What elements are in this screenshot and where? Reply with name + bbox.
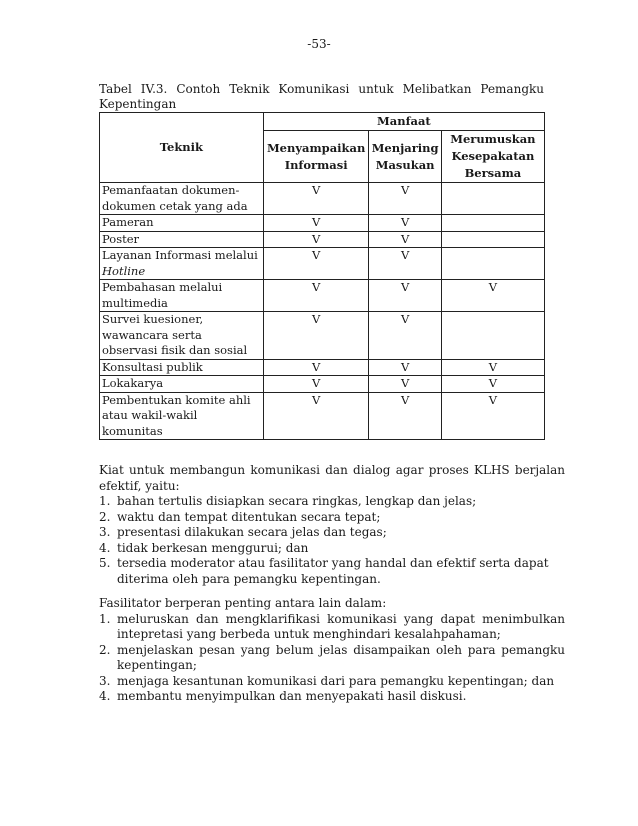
list-text: bahan tertulis disiapkan secara ringkas, lengkap dan jelas; — [117, 494, 477, 508]
communication-techniques-table — [99, 112, 545, 440]
check-mark: V — [441, 392, 544, 440]
table-caption-line2: Kepentingan — [99, 97, 177, 111]
list-number: 4. — [99, 689, 111, 703]
row-teknik-emphasis: Hotline — [102, 263, 146, 278]
row-teknik: Pameran — [100, 215, 264, 232]
check-mark: V — [263, 215, 369, 232]
table-row — [100, 280, 545, 312]
list-text: waktu dan tempat ditentukan secara tepat; — [117, 509, 381, 524]
list-item — [99, 525, 565, 541]
list-number: 3. — [99, 525, 111, 539]
check-mark — [441, 248, 544, 280]
list-number: 5. — [99, 556, 111, 570]
check-mark: V — [263, 312, 369, 360]
table-row — [100, 376, 545, 393]
header-manfaat: Manfaat — [263, 113, 544, 131]
table-row — [100, 359, 545, 376]
facilitator-section — [99, 596, 565, 705]
tips-intro: Kiat untuk membangun komunikasi dan dialog agar proses KLHS berjalan efektif, yaitu: — [99, 463, 565, 493]
list-item — [99, 643, 565, 674]
row-teknik — [100, 248, 264, 280]
subheader-menyampaikan-informasi: Menyampaikan Informasi — [263, 131, 369, 183]
check-mark: V — [369, 248, 441, 280]
check-mark: V — [369, 280, 441, 312]
row-teknik-text: Layanan Informasi melalui — [102, 248, 258, 262]
check-mark: V — [441, 359, 544, 376]
check-mark: V — [263, 183, 369, 215]
check-mark: V — [369, 392, 441, 440]
row-teknik: Pemanfaatan dokumen-dokumen cetak yang ada — [100, 183, 264, 215]
check-mark: V — [441, 376, 544, 393]
tips-list — [99, 494, 565, 587]
table-row — [100, 215, 545, 232]
list-item — [99, 556, 565, 587]
list-item — [99, 541, 565, 557]
list-text: menjaga kesantunan komunikasi dari para pemangku kepentingan; dan — [117, 673, 555, 688]
list-text: tidak berkesan menggurui; dan — [117, 540, 309, 555]
row-teknik: Konsultasi publik — [100, 359, 264, 376]
table-row — [100, 183, 545, 215]
check-mark: V — [369, 231, 441, 248]
facilitator-list — [99, 612, 565, 705]
row-teknik: Pembahasan melalui multimedia — [100, 280, 264, 312]
subheader-merumuskan-kesepakatan: Merumuskan Kesepakatan Bersama — [441, 131, 544, 183]
table-row — [100, 312, 545, 360]
list-item — [99, 612, 565, 643]
table-row — [100, 392, 545, 440]
facilitator-intro: Fasilitator berperan penting antara lain dalam: — [99, 596, 387, 610]
list-text: meluruskan dan mengklarifikasi komunikasi yang dapat menimbulkan intepretasi yang berbeda untuk menghindari kesalahpahaman; — [117, 611, 565, 641]
check-mark: V — [369, 376, 441, 393]
subheader-menjaring-masukan: Menjaring Masukan — [369, 131, 441, 183]
check-mark: V — [263, 248, 369, 280]
check-mark: V — [263, 280, 369, 312]
check-mark — [441, 312, 544, 360]
list-number: 4. — [99, 540, 111, 555]
check-mark: V — [369, 215, 441, 232]
list-number: 2. — [99, 509, 111, 524]
check-mark: V — [263, 392, 369, 440]
table-row — [100, 248, 545, 280]
list-item — [99, 494, 565, 510]
check-mark: V — [369, 183, 441, 215]
row-teknik: Lokakarya — [100, 376, 264, 393]
check-mark — [441, 215, 544, 232]
check-mark: V — [263, 359, 369, 376]
list-number: 2. — [99, 642, 111, 657]
check-mark: V — [369, 359, 441, 376]
list-number: 1. — [99, 494, 111, 508]
table-caption — [99, 82, 544, 112]
check-mark: V — [263, 231, 369, 248]
list-number: 1. — [99, 611, 111, 626]
list-text: menjelaskan pesan yang belum jelas disampaikan oleh para pemangku kepentingan; — [117, 642, 565, 672]
check-mark — [441, 231, 544, 248]
list-item — [99, 689, 565, 705]
check-mark — [441, 183, 544, 215]
list-item — [99, 510, 565, 526]
row-teknik: Poster — [100, 231, 264, 248]
check-mark: V — [263, 376, 369, 393]
check-mark: V — [441, 280, 544, 312]
row-teknik: Survei kuesioner, wawancara serta observasi fisik dan sosial — [100, 312, 264, 360]
list-text: membantu menyimpulkan dan menyepakati hasil diskusi. — [117, 689, 467, 703]
tips-section — [99, 463, 565, 587]
table-row — [100, 231, 545, 248]
page-number: -53- — [307, 37, 331, 51]
table-caption-line1: Tabel IV.3. Contoh Teknik Komunikasi untuk Melibatkan Pemangku — [99, 82, 544, 96]
list-text: tersedia moderator atau fasilitator yang handal dan efektif serta dapat diterima oleh para pemangku kepentingan. — [117, 556, 549, 586]
row-teknik: Pembentukan komite ahli atau wakil-wakil komunitas — [100, 392, 264, 440]
header-teknik: Teknik — [100, 113, 264, 183]
check-mark: V — [369, 312, 441, 360]
list-text: presentasi dilakukan secara jelas dan tegas; — [117, 525, 387, 539]
list-number: 3. — [99, 673, 111, 688]
list-item — [99, 674, 565, 690]
